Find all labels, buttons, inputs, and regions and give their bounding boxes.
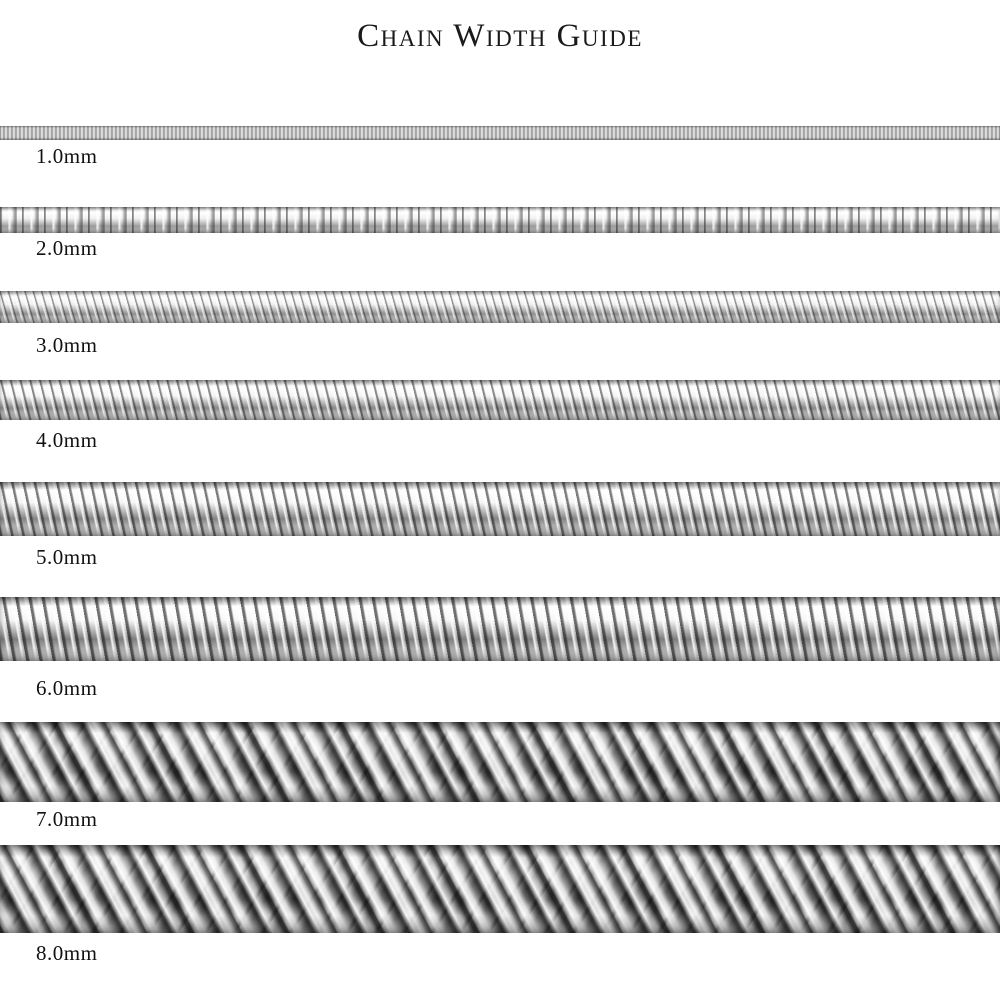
- chain-texture: [0, 126, 1000, 140]
- chain-sample-5-0mm: [0, 482, 1000, 536]
- chain-texture: [0, 291, 1000, 323]
- chain-texture: [0, 207, 1000, 233]
- chain-sample-4-0mm: [0, 380, 1000, 420]
- chain-sample-1-0mm: [0, 126, 1000, 140]
- chain-texture: [0, 482, 1000, 536]
- chain-texture: [0, 380, 1000, 420]
- chain-width-label: 2.0mm: [36, 236, 98, 260]
- chain-sample-2-0mm: [0, 207, 1000, 233]
- chain-width-label: 6.0mm: [36, 676, 98, 700]
- chain-texture: [0, 722, 1000, 802]
- chain-width-label: 5.0mm: [36, 545, 98, 569]
- chain-texture: [0, 845, 1000, 933]
- chain-width-label: 3.0mm: [36, 333, 98, 357]
- chain-texture: [0, 597, 1000, 661]
- page-title: Chain Width Guide: [357, 18, 643, 54]
- chain-sample-6-0mm: [0, 597, 1000, 661]
- chain-width-label: 4.0mm: [36, 428, 98, 452]
- chain-width-label: 1.0mm: [36, 144, 98, 168]
- chain-sample-7-0mm: [0, 722, 1000, 802]
- chain-sample-3-0mm: [0, 291, 1000, 323]
- chain-width-label: 8.0mm: [36, 941, 98, 965]
- chain-width-label: 7.0mm: [36, 807, 98, 831]
- chain-sample-8-0mm: [0, 845, 1000, 933]
